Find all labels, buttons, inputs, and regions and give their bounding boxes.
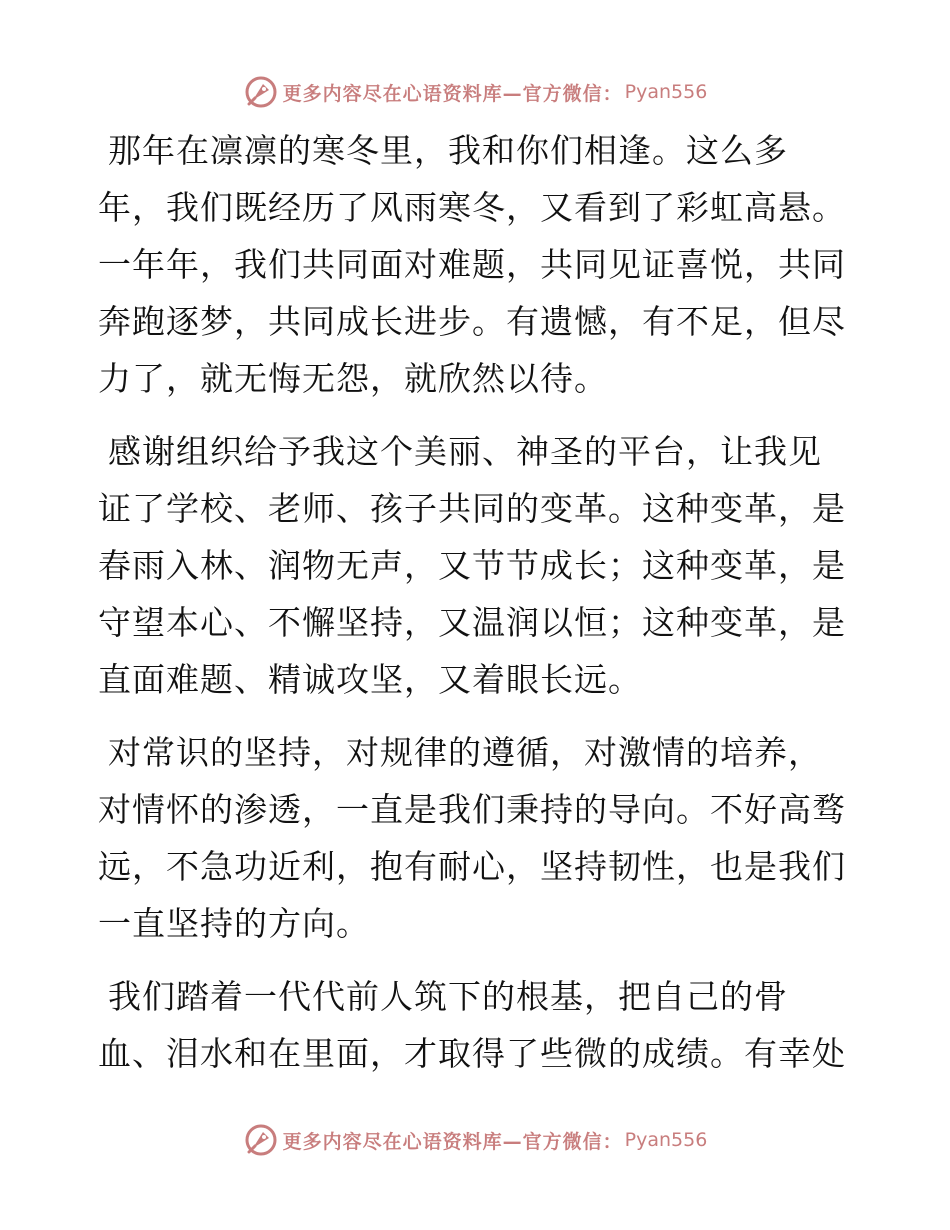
banner-wechat-id: Pyan556 (624, 81, 708, 103)
banner-text: 更多内容尽在心语资料库—官方微信： (282, 82, 623, 105)
header-banner (0, 70, 950, 114)
paragraph-3: 对常识的坚持，对规律的遵循，对激情的培养，对情怀的渗透，一直是我们秉持的导向。不好高骛远，不急功近利，抱有耐心，坚持韧性，也是我们一直坚持的方向。 (98, 733, 846, 943)
pen-nib-logo-icon (243, 1122, 279, 1158)
pen-nib-logo-icon (243, 74, 279, 110)
paragraph-2: 感谢组织给予我这个美丽、神圣的平台，让我见证了学校、老师、孩子共同的变革。这种变革，是春雨入林、润物无声，又节节成长；这种变革，是守望本心、不懈坚持，又温润以恒；这种变革，是直面难题、精诚攻坚，又着眼长远。 (98, 432, 846, 699)
document-body (98, 122, 850, 1098)
banner-wechat-id: Pyan556 (624, 1129, 708, 1151)
paragraph-1: 那年在凛凛的寒冬里，我和你们相逢。这么多年，我们既经历了风雨寒冬，又看到了彩虹高悬。一年年，我们共同面对难题，共同见证喜悦，共同奔跑逐梦，共同成长进步。有遗憾，有不足，但尽力了，就无悔无怨，就欣然以待。 (98, 131, 846, 398)
footer-banner (0, 1118, 950, 1162)
paragraph-4: 我们踏着一代代前人筑下的根基，把自己的骨血、泪水和在里面，才取得了些微的成绩。有幸处 (98, 977, 846, 1073)
banner-text: 更多内容尽在心语资料库—官方微信： (282, 1130, 623, 1153)
